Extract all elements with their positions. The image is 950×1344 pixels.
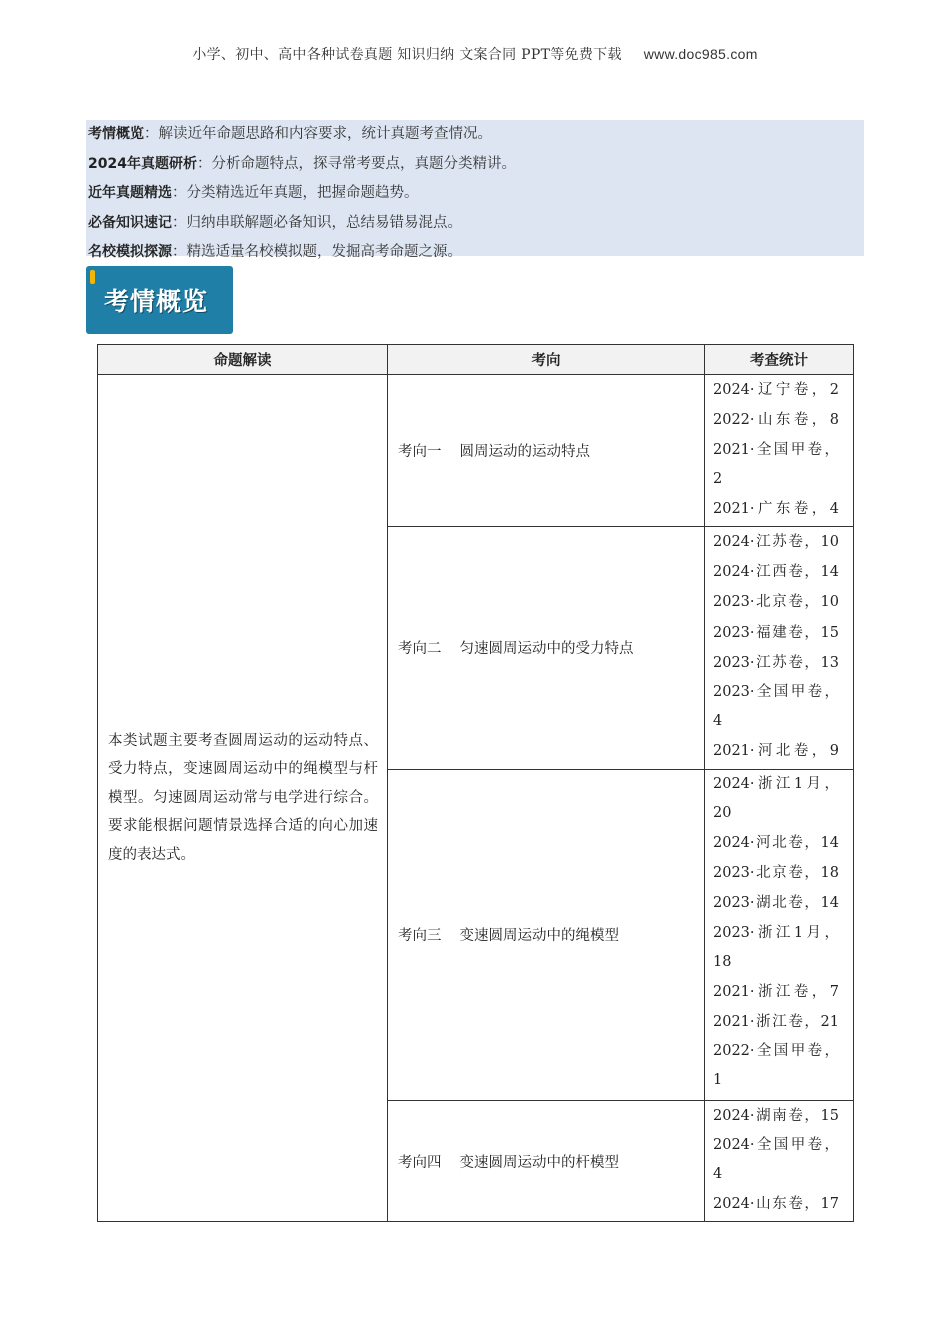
- stat-entry: 2024·江西卷，14: [713, 564, 839, 581]
- page-header: [0, 44, 950, 64]
- stat-entry: 2021·广东卷，4: [713, 500, 839, 517]
- stat-entry: 2024·浙江1月， 20: [713, 775, 839, 821]
- stat-entry: 2023·北京卷，10: [713, 594, 839, 611]
- stat-entry: 2024·辽宁卷，2: [713, 382, 839, 398]
- header-cell: 考查统计: [705, 345, 854, 375]
- stats-cell: [705, 375, 854, 527]
- description-cell: 本类试题主要考查圆周运动的运动特点、受力特点，变速圆周运动中的绳模型与杆模型。匀速圆周运动常与电学进行综合。要求能根据问题情景选择合适的向心加速度的表达式。: [98, 375, 388, 1222]
- intro-value: 分析命题特点，探寻常考要点，真题分类精讲。: [211, 155, 516, 172]
- stat-entry: 2024·江苏卷，10: [713, 533, 839, 550]
- stat-entry: 2024·河北卷，14: [713, 834, 839, 851]
- section-title-badge: [86, 266, 233, 334]
- direction-cell: [388, 526, 705, 769]
- stat-entry: 2023·福建卷，15: [713, 624, 839, 641]
- header-cell: 命题解读: [98, 345, 388, 375]
- intro-key: 名校模拟探源: [88, 244, 172, 260]
- direction-topic: 变速圆周运动中的绳模型: [459, 928, 619, 945]
- header-text: 小学、初中、高中各种试卷真题 知识归纳 文案合同 PPT等免费下载: [192, 47, 622, 63]
- intro-value: 精选适量名校模拟题，发掘高考命题之源。: [186, 244, 462, 260]
- intro-key: 必备知识速记: [88, 214, 172, 231]
- direction-label: 考向三: [398, 928, 442, 945]
- exam-stats-table: [97, 344, 854, 1222]
- table-row: [98, 375, 854, 527]
- intro-line: 名校模拟探源：精选适量名校模拟题，发掘高考命题之源。: [88, 244, 462, 260]
- section-title: 考情概览: [104, 287, 209, 316]
- direction-label: 考向二: [398, 641, 442, 658]
- direction-label: 考向一: [398, 443, 442, 460]
- direction-topic: 圆周运动的运动特点: [459, 443, 590, 460]
- intro-box: [86, 120, 864, 260]
- intro-line: 必备知识速记：归纳串联解题必备知识，总结易错易混点。: [88, 214, 462, 231]
- direction-cell: [388, 375, 705, 527]
- intro-value: 分类精选近年真题，把握命题趋势。: [186, 185, 419, 201]
- intro-key: 2024年真题研析: [88, 155, 197, 172]
- direction-label: 考向四: [398, 1154, 442, 1171]
- stat-entry: 2023·浙江1月， 18: [713, 924, 839, 970]
- stat-entry: 2021·浙江卷，7: [713, 983, 839, 1000]
- stat-entry: 2022·全国甲卷， 1: [713, 1043, 839, 1089]
- direction-cell: [388, 769, 705, 1100]
- stat-entry: 2021·河北卷，9: [713, 743, 839, 760]
- header-url[interactable]: www.doc985.com: [643, 46, 758, 62]
- header-cell: 考向: [388, 345, 705, 375]
- table-header-row: [98, 345, 854, 375]
- accent-bar: [90, 270, 95, 284]
- direction-cell: [388, 1100, 705, 1222]
- intro-key: 近年真题精选: [88, 185, 172, 201]
- stat-entry: 2021·浙江卷，21: [713, 1014, 839, 1031]
- intro-line: 2024年真题研析：分析命题特点，探寻常考要点，真题分类精讲。: [88, 155, 516, 172]
- stat-entry: 2023·湖北卷，14: [713, 895, 839, 912]
- direction-topic: 变速圆周运动中的杆模型: [459, 1154, 619, 1171]
- direction-topic: 匀速圆周运动中的受力特点: [459, 641, 634, 658]
- intro-value: 归纳串联解题必备知识，总结易错易混点。: [186, 214, 462, 231]
- stat-entry: 2021·全国甲卷， 2: [713, 441, 839, 487]
- stat-entry: 2023·江苏卷，13: [713, 655, 839, 672]
- intro-line: 考情概览：解读近年命题思路和内容要求，统计真题考查情况。: [88, 126, 492, 142]
- stats-cell: [705, 769, 854, 1100]
- intro-value: 解读近年命题思路和内容要求，统计真题考查情况。: [158, 126, 492, 142]
- intro-key: 考情概览: [88, 126, 144, 142]
- stats-cell: [705, 1100, 854, 1222]
- stat-entry: 2023·北京卷，18: [713, 865, 839, 882]
- stat-entry: 2024·湖南卷，15: [713, 1107, 839, 1124]
- stat-entry: 2024·全国甲卷， 4: [713, 1137, 839, 1183]
- stat-entry: 2022·山东卷，8: [713, 412, 839, 429]
- stat-entry: 2024·山东卷，17: [713, 1196, 839, 1213]
- stat-entry: 2023·全国甲卷， 4: [713, 684, 839, 730]
- stats-cell: [705, 526, 854, 769]
- intro-line: 近年真题精选：分类精选近年真题，把握命题趋势。: [88, 185, 419, 201]
